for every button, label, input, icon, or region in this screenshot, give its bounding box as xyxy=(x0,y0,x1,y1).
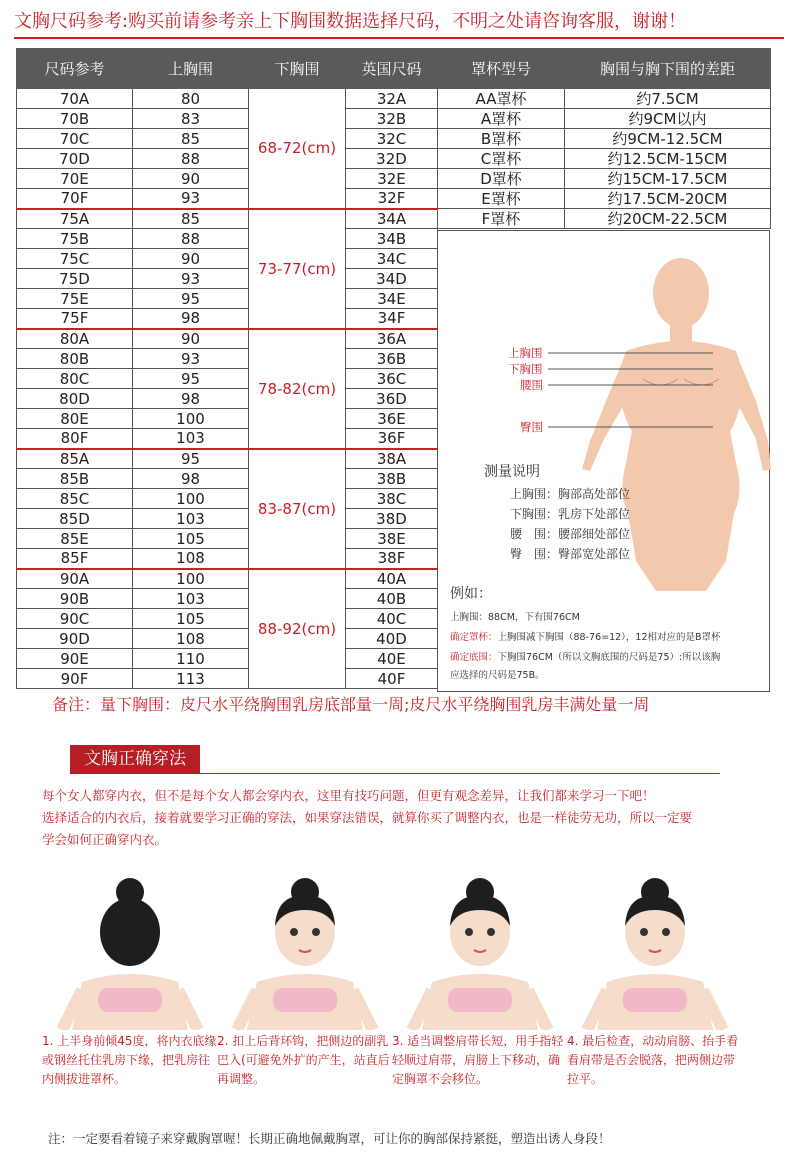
step-3 xyxy=(392,870,567,1125)
step-caption: 3. 适当调整肩带长短，用手指轻轻顺过肩带，肩膀上下移动，确定胸罩不会移位。 xyxy=(392,1034,564,1086)
cell-bust: 100 xyxy=(133,569,249,589)
cell-bust: 95 xyxy=(133,449,249,469)
col-header-uk: 英国尺码 xyxy=(346,49,438,89)
measure-line-2: 下胸围：乳房下处部位 xyxy=(510,507,631,521)
cell-bust: 98 xyxy=(133,469,249,489)
cell-bust: 108 xyxy=(133,549,249,569)
cell-uk: 38A xyxy=(346,449,438,469)
woman-illustration xyxy=(567,870,742,1030)
cell-bust: 93 xyxy=(133,189,249,209)
cell-uk: 34B xyxy=(346,229,438,249)
cell-bust: 93 xyxy=(133,269,249,289)
cell-uk: 36A xyxy=(346,329,438,349)
cell-cup: E罩杯 xyxy=(438,189,565,209)
table-row xyxy=(17,169,771,189)
cell-cup: F罩杯 xyxy=(438,209,565,229)
example-line-2 xyxy=(450,629,721,643)
label-waist: 腰围 xyxy=(520,378,543,392)
measure-note: 备注：量下胸围：皮尺水平绕胸围乳房底部量一周;皮尺水平绕胸围乳房丰满处量一周 xyxy=(52,695,650,714)
cell-size: 90E xyxy=(17,649,133,669)
cell-uk: 40E xyxy=(346,649,438,669)
cell-cup: A罩杯 xyxy=(438,109,565,129)
cell-uk: 36B xyxy=(346,349,438,369)
cell-uk: 40B xyxy=(346,589,438,609)
step-4 xyxy=(567,870,742,1125)
cell-bust: 93 xyxy=(133,349,249,369)
page-title xyxy=(14,9,784,39)
cell-size: 85E xyxy=(17,529,133,549)
cell-size: 75B xyxy=(17,229,133,249)
cell-size: 70E xyxy=(17,169,133,189)
cell-bust: 108 xyxy=(133,629,249,649)
cell-size: 70A xyxy=(17,89,133,109)
woman-illustration xyxy=(217,870,392,1030)
cell-bust: 98 xyxy=(133,309,249,329)
col-header-cup: 罩杯型号 xyxy=(438,49,565,89)
cell-size: 85F xyxy=(17,549,133,569)
intro-line-3: 学会如何正确穿内衣。 xyxy=(42,832,168,847)
table-row xyxy=(17,189,771,209)
cell-bust: 105 xyxy=(133,609,249,629)
cell-bust: 88 xyxy=(133,229,249,249)
cell-size: 80B xyxy=(17,349,133,369)
example-band-label: 确定底围： xyxy=(450,652,498,663)
cell-size: 70C xyxy=(17,129,133,149)
cell-bust: 100 xyxy=(133,489,249,509)
example-line-4: 应选择的尺码是75B。 xyxy=(450,670,545,681)
label-under-bust: 下胸围 xyxy=(508,362,543,376)
cell-uk: 40A xyxy=(346,569,438,589)
cell-bust: 103 xyxy=(133,509,249,529)
cell-size: 75A xyxy=(17,209,133,229)
cell-uk: 32E xyxy=(346,169,438,189)
cell-uk: 32B xyxy=(346,109,438,129)
measurement-panel xyxy=(437,230,770,692)
label-upper-bust: 上胸围 xyxy=(508,346,543,360)
wearing-intro xyxy=(42,785,762,851)
cell-uk: 38C xyxy=(346,489,438,509)
cell-bust: 90 xyxy=(133,329,249,349)
table-row xyxy=(17,149,771,169)
table-header-row xyxy=(17,49,771,89)
cell-size: 75C xyxy=(17,249,133,269)
measure-line-1: 上胸围：胸部高处部位 xyxy=(510,487,631,501)
section-title: 文胸正确穿法 xyxy=(70,745,200,773)
cell-underbust: 78-82(cm) xyxy=(249,329,346,449)
cell-size: 90A xyxy=(17,569,133,589)
cell-bust: 98 xyxy=(133,389,249,409)
cell-uk: 32C xyxy=(346,129,438,149)
example-cup-text: 上胸围减下胸围（88-76=12），12相对应的是B罩杯 xyxy=(497,632,721,643)
cell-bust: 88 xyxy=(133,149,249,169)
cell-bust: 90 xyxy=(133,169,249,189)
cell-uk: 38D xyxy=(346,509,438,529)
example-band-text: 下胸围76CM（所以文胸底围的尺码是75）:所以该胸 xyxy=(497,652,721,663)
cell-size: 75E xyxy=(17,289,133,309)
cell-uk: 34F xyxy=(346,309,438,329)
cell-size: 80E xyxy=(17,409,133,429)
cell-bust: 105 xyxy=(133,529,249,549)
cell-uk: 38E xyxy=(346,529,438,549)
cell-size: 90D xyxy=(17,629,133,649)
footer-note: 注：一定要看着镜子来穿戴胸罩喔！长期正确地佩戴胸罩，可让你的胸部保持紧挺，塑造出诱人身段！ xyxy=(48,1131,611,1146)
cell-uk: 34D xyxy=(346,269,438,289)
cell-uk: 36F xyxy=(346,429,438,449)
cell-size: 75F xyxy=(17,309,133,329)
cell-size: 85A xyxy=(17,449,133,469)
cell-uk: 32A xyxy=(346,89,438,109)
label-hip: 臀围 xyxy=(520,420,543,434)
cell-uk: 36E xyxy=(346,409,438,429)
step-caption: 2. 扣上后背环钩，把侧边的副乳巴入(可避免外扩的产生，站直后再调整。 xyxy=(217,1034,390,1086)
table-row xyxy=(17,89,771,109)
woman-illustration xyxy=(42,870,217,1030)
cell-cup: C罩杯 xyxy=(438,149,565,169)
cell-diff: 约17.5CM-20CM xyxy=(565,189,771,209)
cell-bust: 103 xyxy=(133,429,249,449)
cell-diff: 约9CM-12.5CM xyxy=(565,129,771,149)
cell-uk: 40F xyxy=(346,669,438,689)
title-sub: :购买前请参考亲上下胸围数据选择尺码，不明之处请咨询客服，谢谢！ xyxy=(122,11,687,32)
woman-illustration xyxy=(392,870,567,1030)
example-line-1: 上胸围：88CM，下有围76CM xyxy=(450,612,580,623)
cell-bust: 100 xyxy=(133,409,249,429)
cell-size: 70D xyxy=(17,149,133,169)
col-header-bust: 上胸围 xyxy=(133,49,249,89)
measure-title: 测量说明 xyxy=(484,464,540,480)
cell-bust: 85 xyxy=(133,129,249,149)
cell-uk: 38F xyxy=(346,549,438,569)
cell-uk: 38B xyxy=(346,469,438,489)
cell-diff: 约9CM以内 xyxy=(565,109,771,129)
cell-size: 85B xyxy=(17,469,133,489)
table-row xyxy=(17,129,771,149)
intro-line-2: 选择适合的内衣后，接着就要学习正确的穿法，如果穿法错误，就算你买了调整内衣，也是一样徒劳无功，所以一定要 xyxy=(42,810,693,825)
example-cup-label: 确定罩杯： xyxy=(450,632,498,643)
cell-uk: 34A xyxy=(346,209,438,229)
cell-uk: 36D xyxy=(346,389,438,409)
step-1 xyxy=(42,870,217,1125)
example-title: 例如： xyxy=(450,586,492,602)
example-line-3 xyxy=(450,649,720,663)
measure-line-4: 臀 围：臀部宽处部位 xyxy=(510,547,631,561)
section-divider xyxy=(70,773,720,774)
cell-bust: 95 xyxy=(133,289,249,309)
cell-bust: 83 xyxy=(133,109,249,129)
cell-diff: 约20CM-22.5CM xyxy=(565,209,771,229)
cell-uk: 32D xyxy=(346,149,438,169)
cell-size: 80A xyxy=(17,329,133,349)
cell-size: 80C xyxy=(17,369,133,389)
cell-bust: 80 xyxy=(133,89,249,109)
cell-size: 85C xyxy=(17,489,133,509)
cell-underbust: 88-92(cm) xyxy=(249,569,346,689)
step-caption: 1. 上半身前倾45度，将内衣底缘或钢丝托住乳房下缘，把乳房往内侧拔进罩杯。 xyxy=(42,1034,217,1086)
cell-diff: 约15CM-17.5CM xyxy=(565,169,771,189)
cell-bust: 103 xyxy=(133,589,249,609)
cell-bust: 90 xyxy=(133,249,249,269)
intro-line-1: 每个女人都穿内衣，但不是每个女人都会穿内衣，这里有技巧问题，但更有观念差异，让我们都来学习一下吧！ xyxy=(42,788,655,803)
cell-size: 70B xyxy=(17,109,133,129)
cell-cup: AA罩杯 xyxy=(438,89,565,109)
table-row xyxy=(17,209,771,229)
cell-cup: B罩杯 xyxy=(438,129,565,149)
cell-bust: 95 xyxy=(133,369,249,389)
cell-underbust: 83-87(cm) xyxy=(249,449,346,569)
cell-diff: 约7.5CM xyxy=(565,89,771,109)
cell-size: 90C xyxy=(17,609,133,629)
cell-size: 70F xyxy=(17,189,133,209)
cell-uk: 34C xyxy=(346,249,438,269)
col-header-size: 尺码参考 xyxy=(17,49,133,89)
cell-uk: 40D xyxy=(346,629,438,649)
step-2 xyxy=(217,870,392,1125)
measure-line-3: 腰 围：腰部细处部位 xyxy=(510,527,631,541)
cell-size: 80F xyxy=(17,429,133,449)
cell-cup: D罩杯 xyxy=(438,169,565,189)
cell-bust: 110 xyxy=(133,649,249,669)
title-main: 文胸尺码参考 xyxy=(14,11,122,32)
cell-bust: 113 xyxy=(133,669,249,689)
cell-size: 90F xyxy=(17,669,133,689)
cell-size: 85D xyxy=(17,509,133,529)
cell-size: 75D xyxy=(17,269,133,289)
step-caption: 4. 最后检查，动动肩膀、抬手看看肩带是否会脱落，把两侧边带拉平。 xyxy=(567,1034,739,1086)
col-header-underbust: 下胸围 xyxy=(249,49,346,89)
col-header-diff: 胸围与胸下围的差距 xyxy=(565,49,771,89)
cell-underbust: 73-77(cm) xyxy=(249,209,346,329)
cell-size: 90B xyxy=(17,589,133,609)
cell-uk: 34E xyxy=(346,289,438,309)
cell-bust: 85 xyxy=(133,209,249,229)
cell-diff: 约12.5CM-15CM xyxy=(565,149,771,169)
cell-underbust: 68-72(cm) xyxy=(249,89,346,209)
cell-uk: 32F xyxy=(346,189,438,209)
cell-size: 80D xyxy=(17,389,133,409)
table-row xyxy=(17,109,771,129)
cell-uk: 36C xyxy=(346,369,438,389)
cell-uk: 40C xyxy=(346,609,438,629)
